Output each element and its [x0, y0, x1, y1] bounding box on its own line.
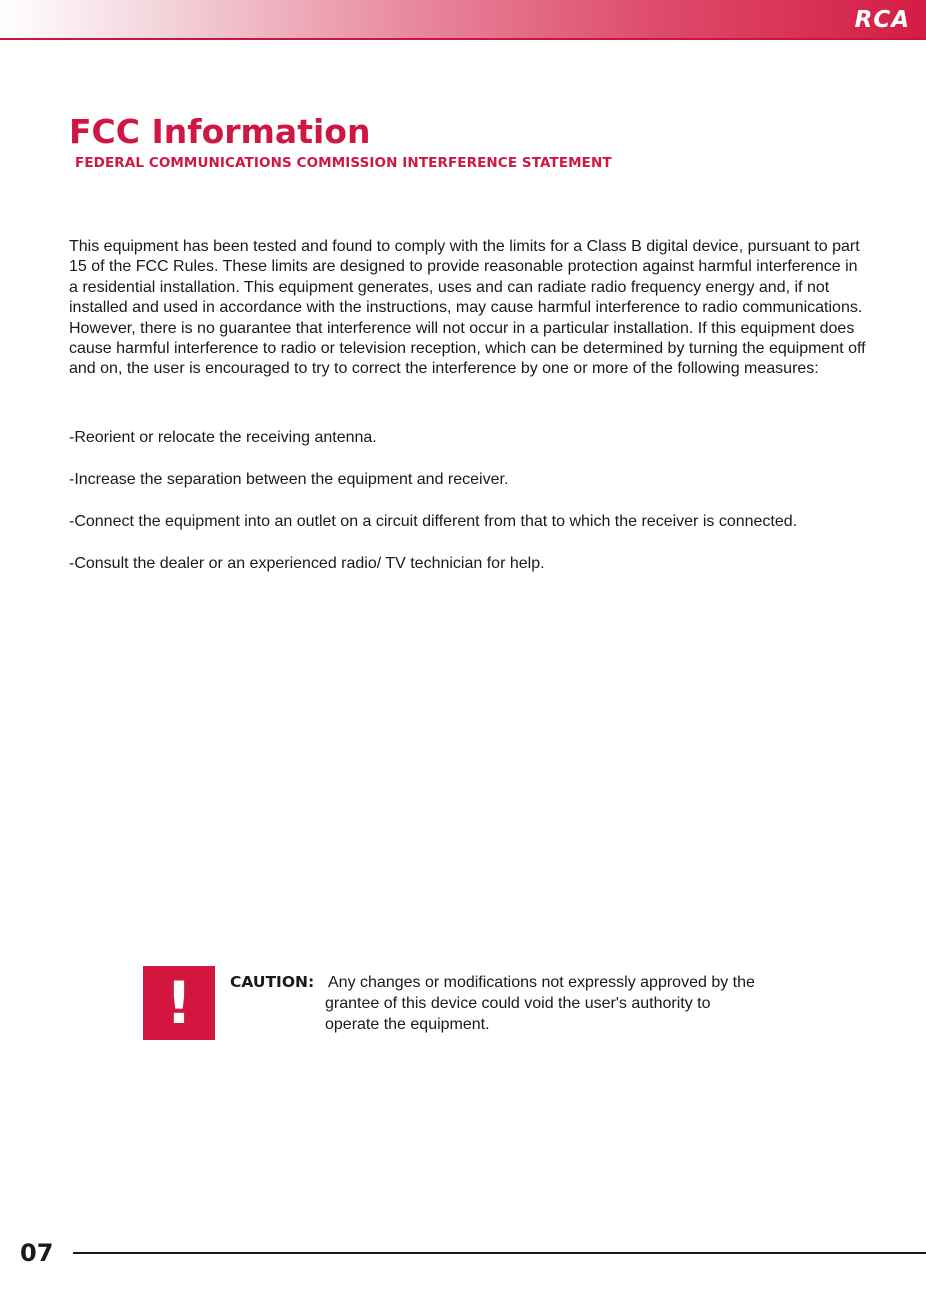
- header-bar: [0, 0, 926, 40]
- measure-item: -Reorient or relocate the receiving antenna.: [69, 429, 377, 446]
- caution-label: CAUTION:: [230, 973, 315, 991]
- footer-divider: [73, 1252, 926, 1254]
- caution-line: Any changes or modifications not expressly approved by the: [328, 974, 755, 991]
- page-number: 07: [20, 1239, 54, 1267]
- measure-item: -Connect the equipment into an outlet on a circuit different from that to which the receiver is connected.: [69, 513, 798, 530]
- exclamation-icon: !: [165, 969, 193, 1037]
- page-subtitle: FEDERAL COMMUNICATIONS COMMISSION INTERFERENCE STATEMENT: [75, 155, 612, 171]
- warning-icon: [143, 966, 215, 1040]
- caution-line: operate the equipment.: [325, 1016, 490, 1033]
- fcc-statement-paragraph: This equipment has been tested and found to comply with the limits for a Class B digital device, pursuant to part 15 of the FCC Rules. These limits are designed to provide reasonable protection against harmful interference in a residential installation. This equipment generates, uses and can radiate radio frequency energy and, if not installed and used in accordance with the instructions, may cause harmful interference to radio communications. However, there is no guarantee that interference will not occur in a particular installation. If this equipment does cause harmful interference to radio or television reception, which can be determined by turning the equipment off and on, the user is encouraged to try to correct the interference by one or more of the following measures:: [69, 238, 866, 378]
- rca-logo: RCA: [854, 7, 910, 33]
- caution-line: grantee of this device could void the user's authority to: [325, 995, 711, 1012]
- measure-item: -Increase the separation between the equipment and receiver.: [69, 471, 509, 488]
- page-title: FCC Information: [69, 112, 371, 151]
- measure-item: -Consult the dealer or an experienced radio/ TV technician for help.: [69, 555, 545, 572]
- caution-text: [325, 972, 805, 1035]
